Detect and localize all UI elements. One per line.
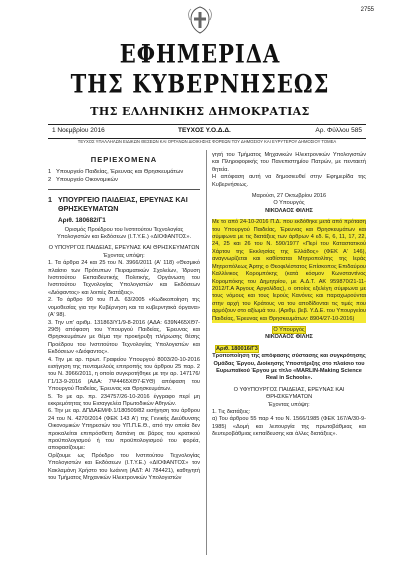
toc-item-number: 1 — [48, 169, 52, 176]
section-number: 1 — [48, 195, 52, 205]
issue-date: 1 Νοεμβρίου 2016 — [52, 127, 105, 134]
paragraph: 4. Την με αρ. πρωτ. Γραφείου Υπουργού 8003/20-10-2016 εισήγηση της πενταμελούς επιτροπής του άρθρου 25 παρ. 2 του Ν. 3966/2011, η οποία συγκροτήθηκε με την αρ. 147176/Γ1/13-9-2016 (ΑΔΑ: 7Ψ4465ΧΘ7-ΕΥΘ) απόφαση του Υπουργού Παιδείας, Έρευνας και Θρησκευμάτων. — [48, 356, 200, 393]
page-code: 2755 — [360, 7, 374, 13]
section-heading — [48, 196, 200, 213]
minister-name: ΝΙΚΟΛΑΟΣ ΦΙΛΗΣ — [265, 334, 313, 341]
paragraph: 1. Τα άρθρα 24 και 25 του Ν. 3966/2011 (Α' 118) «Θεσμικό πλαίσιο των Πρότυπων Πειραματικών Σχολείων, Ίδρυση Ινστιτούτου Εκπαιδευτικής Πολιτικής, Οργάνωση του Ινστιτούτου Τεχνολογίας Υπολογιστών και Εκδόσεων «Διόφαντος» και λοιπές διατάξεις». — [48, 260, 200, 296]
minister-label — [212, 327, 366, 334]
paragraph: γητή του Τμήματος Μηχανικών Ηλεκτρονικών Υπολογιστών και Πληροφορικής του Πανεπιστημίου Πατρών, με πενταετή θητεία. — [212, 152, 366, 173]
decision-number — [216, 346, 366, 353]
minister-heading: Ο ΥΠΟΥΡΓΟΣ ΠΑΙΔΕΙΑΣ, ΕΡΕΥΝΑΣ ΚΑΙ ΘΡΗΣΚΕΥΜΑΤΩΝ — [48, 245, 200, 252]
toc-item-label: Υπουργείο Παιδείας, Έρευνας και Θρησκευμάτων — [56, 169, 184, 176]
toc-item[interactable] — [48, 177, 200, 184]
minister-heading: Ο ΥΦΥΠΟΥΡΓΟΣ ΠΑΙΔΕΙΑΣ, ΕΡΕΥΝΑΣ ΚΑΙ ΘΡΗΣΚΕΥΜΑΤΩΝ — [233, 386, 345, 401]
decision-title: Ορισμός Προέδρου του Ινστιτούτου Τεχνολογίας Υπολογιστών και Εκδόσεων (Ι.Τ.Υ.Ε.) «ΔΙΟΦΑΝΤΟΣ». — [57, 226, 191, 241]
paragraph: 3. Την υπ' αριθμ. 131863/Υ1/9-8-2016 (ΑΔΑ: 639Ν465ΧΘ7-29Θ) απόφαση του Υπουργού Παιδείας, Έρευνας και Θρησκευμάτων με θέμα την προκήρυξη πλήρωσης θέσης Προέδρου του Ινστιτούτου Τεχνολογίας Υπολογιστών και Εκδόσεων «Διόφαντος». — [48, 319, 200, 356]
publish-statement: Η απόφαση αυτή να δημοσιευθεί στην Εφημερίδα της Κυβερνήσεως. — [212, 174, 366, 188]
left-column — [48, 152, 200, 482]
issue-meta-bar — [48, 124, 366, 139]
gazette-title-line2: ΤΗΣ ΚΥΒΕΡΝΗΣΕΩΣ — [70, 68, 330, 99]
toc-item-label: Υπουργείο Οικονομικών — [56, 176, 118, 183]
toc-title: ΠΕΡΙΕΧΟΜΕΝΑ — [90, 155, 158, 164]
issue-type: ΤΕΥΧΟΣ Υ.Ο.Δ.Δ. — [178, 127, 231, 134]
minister-label: Ο Υπουργός — [273, 200, 305, 207]
section-title: ΥΠΟΥΡΓΕΙΟ ΠΑΙΔΕΙΑΣ, ΕΡΕΥΝΑΣ ΚΑΙ ΘΡΗΣΚΕΥΜΑΤΩΝ — [58, 195, 188, 213]
decision-number-highlight: Αριθ. 180016/Γ3 — [216, 345, 258, 352]
toc-item-number: 2 — [48, 176, 52, 183]
decision-number: Αριθ. 180682/Γ1 — [58, 217, 106, 225]
toc-separator — [48, 189, 200, 190]
gazette-subtitle: ΤΗΣ ΕΛΛΗΝΙΚΗΣ ΔΗΜΟΚΡΑΤΙΑΣ — [90, 105, 310, 118]
place-date: Μαρούσι, 27 Οκτωβρίου 2016 — [251, 193, 327, 200]
sheet-number: Αρ. Φύλλου 585 — [315, 127, 362, 134]
paragraph: α) Του άρθρου 55 παρ 4 του Ν. 1566/1985 (ΦΕΚ 167/Α/30-9-1985) «Δομή και λειτουργία της πρωτοβάθμιας και δευτεροβάθμιας εκπαίδευσης και άλλες διατάξεις». — [212, 416, 366, 438]
having-in-view: Έχοντας υπόψη: — [103, 252, 145, 259]
paragraph: Ορίζουμε ως Πρόεδρο του Ινστιτούτου Τεχνολογίας Υπολογιστών και Εκδόσεων (Ι.Τ.Υ.Ε.) «ΔΙΟΦΑΝΤΟΣ» τον Κακλαμάνη Χρήστο του Ιωάννη (ΑΔΤ: ΑΙ 784421), καθηγητή του Τμήματος Μηχανικών Ηλεκτρονικών Υπολογιστών — [48, 452, 200, 482]
issue-notice: ΤΕΥΧΟΣ ΥΠΑΛΛΗΛΩΝ ΕΙΔΙΚΩΝ ΘΕΣΕΩΝ ΚΑΙ ΟΡΓΑΝΩΝ ΔΙΟΙΚΗΣΗΣ ΦΟΡΕΩΝ ΤΟΥ ΔΗΜΟΣΙΟΥ ΚΑΙ ΕΥΡΥΤΕΡΟΥ ΔΗΜΟΣΙΟΥ ΤΟΜΕΑ — [77, 139, 337, 144]
gazette-title-line1: ΕΦΗΜΕΡΙΔΑ — [119, 38, 281, 69]
having-in-view: Έχοντας υπόψη: — [268, 401, 310, 408]
greek-coat-of-arms-icon — [188, 6, 212, 34]
column-divider — [206, 150, 207, 555]
paragraph: 5. Το με αρ. πρ. 234757/26-10-2016 έγγραφο περί μη εκκρεμότητας του Εισαγγελέα Πρωτοδικών Αθηνών. — [48, 393, 200, 407]
minister-label-highlight: Ο Υπουργός — [273, 326, 305, 333]
decision-title: Τροποποίηση της απόφασης σύστασης και συγκρότησης Ομάδας Έργου, Διοίκησης Υποστήριξης στο πλαίσιο του Ευρωπαϊκού Έργου με τίτλο «MARLIN-Making Science Real in Schools». — [212, 353, 366, 382]
paragraph: 1. Τις διατάξεις: — [212, 409, 251, 415]
highlighted-decision-text: Με το από 24-10-2016 Π.Δ. που εκδόθηκε μετά από πρόταση του Υπουργού Παιδείας, Έρευνας και Θρησκευμάτων και σύμφωνα με τις διατάξεις των άρθρων 4 εδ. Ε, 6, 11, 17, 22, 24, 25 και 26 του Ν. 590/1977 «Περί του Καταστατικού Χάρτου της Εκκλησίας της Ελλάδος» (ΦΕΚ Α' 146), αναγνωρίζεται και καθίσταται Μητροπολίτης της Ιεράς Μητροπόλεως Άρτης ο Θεοφιλέστατος Επίσκοπος Επιδαύρου Καλλίνικος Κορομπόκης (κατά κόσμον Κωνσταντίνος Κορομπόκης του Δημητρίου, με Α.Δ.Τ. ΑΚ 959870/21-11-2012/Τ.Α Άργους Αργολίδας), ο οποίος εξελέγη σύμφωνα με τους νόμους και τους Ιερούς Κανόνες και παραχωρούνται στην αρχή του Κράτους να του αποδίδονται τις τιμές που αρμόζουν στο αξίωμά του. (Αριθμ. βεβ. Υ.Δ.Ε. του Υπουργείου Παιδείας, Έρευνας και Θρησκευμάτων: 8904/27-10-2016) — [212, 219, 366, 322]
paragraph: 6. Την με αρ. ΔΠΔΑΕΜ/Φ.1/180509/82 εισήγηση του άρθρου 24 του Ν. 4270/2014 (ΦΕΚ 143 Α') της Γενικής Διεύθυνσης Οικονομικών Υπηρεσιών του ΥΠ.Π.Ε.Θ., από την οποία δεν προκαλείται επιπρόσθετη δαπάνη σε βάρος του κρατικού προϋπολογισμού ή του προϋπολογισμού του φορέα, αποφασίζουμε: — [48, 408, 200, 452]
paragraph: 2. Το άρθρο 90 του Π.Δ. 63/2005 «Κωδικοποίηση της νομοθεσίας για την Κυβέρνηση και τα κυβερνητικά όργανα» (Α' 98). — [48, 297, 200, 319]
right-column — [212, 152, 366, 439]
minister-name: ΝΙΚΟΛΑΟΣ ΦΙΛΗΣ — [265, 207, 313, 214]
toc-item[interactable] — [48, 169, 200, 176]
